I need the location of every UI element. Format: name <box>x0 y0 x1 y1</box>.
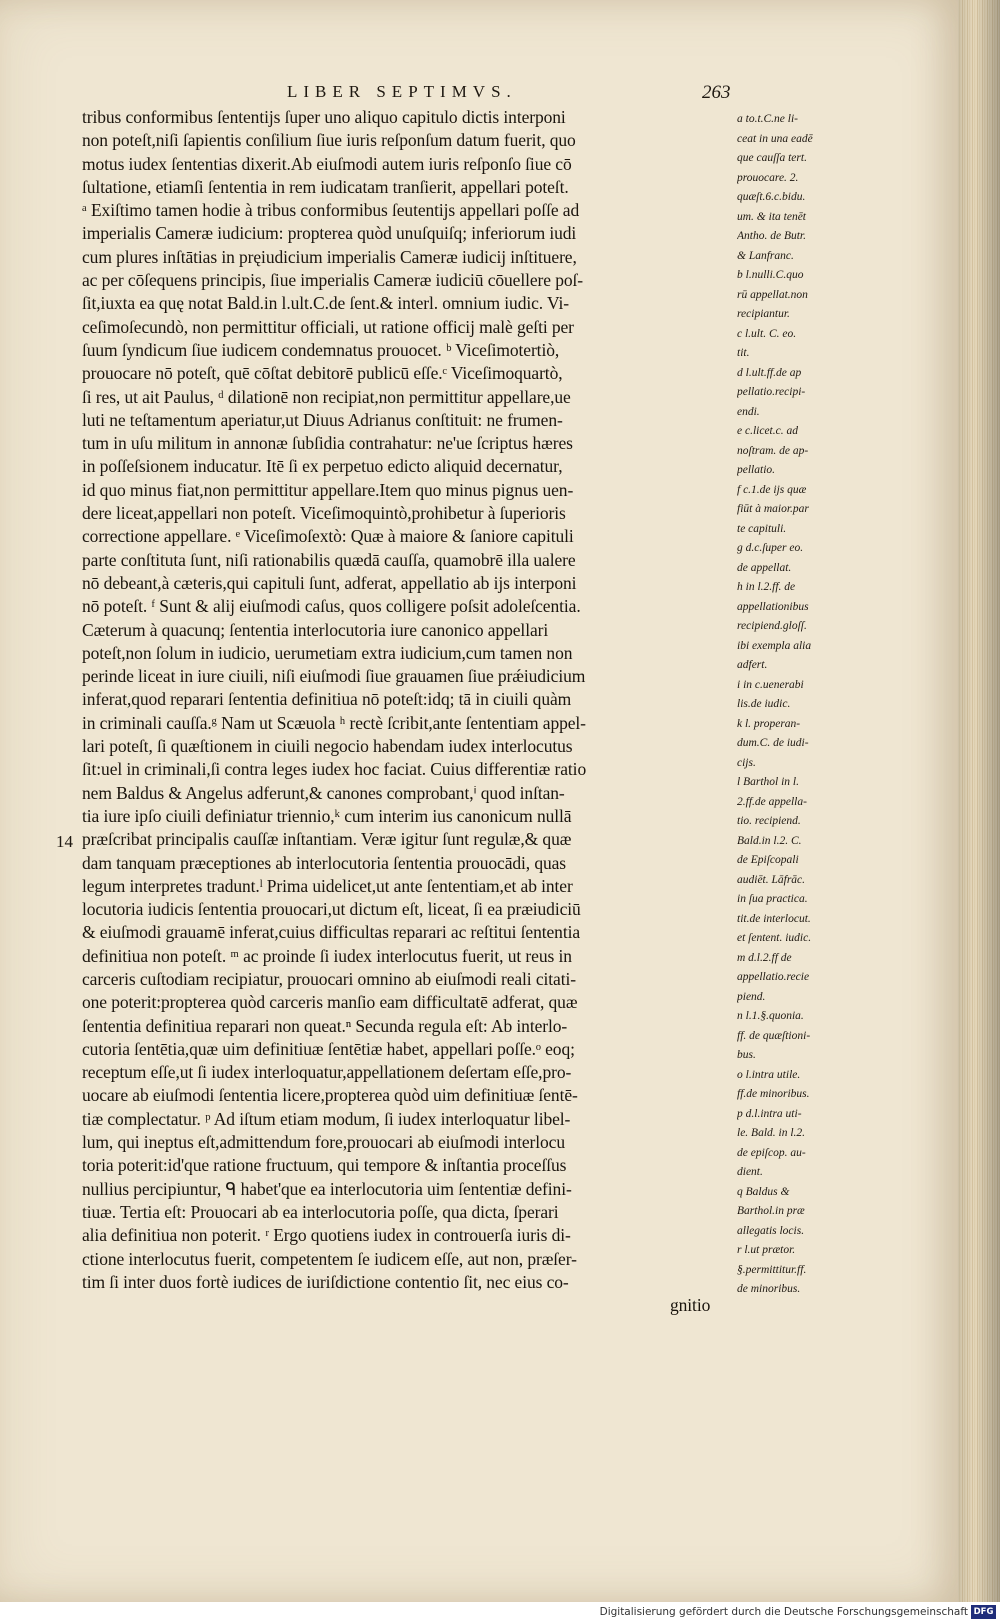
dfg-logo: DFG <box>971 1605 996 1619</box>
text-line: Cæterum à quacunq; ſententia interlocutoria iure canonico appellari <box>82 619 549 640</box>
text-line: carceris cuſtodiam recipiatur, prouocari omnino ab eiuſmodi reali citati- <box>82 968 576 989</box>
text-line: ſit:uel in criminali,ſi contra leges iudex hoc faciat. Cuius differentiæ ratio <box>82 759 587 780</box>
margin-note-line: g d.c.ſuper eo. <box>737 542 804 554</box>
margin-note-line: §.permittitur.ff. <box>737 1263 807 1276</box>
margin-note-line: de Epiſcopali <box>737 854 799 866</box>
margin-note-line: piend. <box>737 990 766 1003</box>
margin-note-line: f c.1.de ijs quæ <box>737 483 807 496</box>
margin-note-line: & Lanfranc. <box>737 249 794 262</box>
margin-note-line: bus. <box>737 1049 756 1061</box>
text-line: ctione interlocutus fuerit, competentem ſe iudicem eſſe, aut non, præſer- <box>82 1248 577 1269</box>
text-line: tiuæ. Tertia eſt: Prouocari ab ea interlocutoria poſſe, qua dicta, ſperari <box>82 1201 559 1222</box>
margin-note-line: 2.ff.de appella- <box>737 795 807 808</box>
margin-note-line: r l.ut prætor. <box>737 1244 796 1256</box>
book-page-edges <box>958 0 1000 1602</box>
margin-note-line: d l.ult.ff.de ap <box>737 366 802 379</box>
margin-note-line: e c.licet.c. ad <box>737 425 798 437</box>
margin-note-line: audiēt. Lāfrāc. <box>737 873 806 886</box>
marginal-line-number: 14 <box>56 832 73 851</box>
text-line: gnitio <box>670 1295 711 1316</box>
text-line: in poſſeſsionem inducatur. Itē ſi ex perpetuo edicto aliquid decernatur, <box>82 456 563 477</box>
text-line: tiæ complectatur. ᵖ Ad iſtum etiam modum, ſi iudex interloquatur libel- <box>82 1108 571 1129</box>
text-line: nō debeant,à cæteris,qui capituli ſunt, adferat, appellatio ab ijs interponi <box>82 572 577 593</box>
text-line: prouocare nō poteſt, quē cōſtat debitorē publicū eſſe.ᶜ Viceſimoquartò, <box>82 363 563 384</box>
margin-note-line: tit. <box>737 347 750 359</box>
text-line: cum plures inſtātias in pręiudicium imperialis Cameræ iudicij inſtituere, <box>82 246 577 267</box>
text-line: alia definitiua non poterit. ʳ Ergo quotiens iudex in controuerſa iuris di- <box>82 1225 571 1246</box>
margin-note-line: ceat in una eadē <box>737 132 813 145</box>
margin-note-line: m d.l.2.ff de <box>737 951 792 964</box>
margin-note-line: pellatio. <box>737 464 776 476</box>
margin-note-line: Bald.in l.2. C. <box>737 834 802 847</box>
margin-note-line: pellatio.recipi- <box>737 386 806 398</box>
text-line: receptum eſſe,ut ſi iudex interloquatur,appellationem deſertam eſſe,pro- <box>82 1062 572 1083</box>
text-line: tum in uſu militum in annonæ ſubſidia contrahatur: ne'ue ſcriptus hæres <box>82 433 573 454</box>
margin-note-line: adfert. <box>737 659 768 671</box>
text-line: ſultatione, etiamſi ſententia in rem iudicatam tranſierit, appellari poteſt. <box>82 176 569 197</box>
margin-note-line: n l.1.§.quonia. <box>737 1010 804 1022</box>
digitization-footer <box>0 1602 1000 1623</box>
text-line: perinde liceat in iure ciuili, niſi eiuſmodi ſiue grauamen ſiue prǽiudicium <box>82 666 586 687</box>
text-line: tim ſi inter duos fortè iudices de iuriſdictione contentio ſit, nec eius co- <box>82 1271 569 1292</box>
text-line: imperialis Cameræ iudicium: propterea quòd unuſquiſq; inferiorum iudi <box>82 223 577 244</box>
margin-note-line: que cauſſa tert. <box>737 152 807 164</box>
margin-note-line: rū appellat.non <box>737 288 808 301</box>
margin-note-line: ff. de quæſtioni- <box>737 1029 811 1042</box>
text-line: luti ne teſtamentum aperiatur,ut Diuus Adrianus conſtituit: ne frumen- <box>82 409 563 430</box>
text-line: ac per cōſequens principis, ſiue imperialis Cameræ iudiciū cōuellere poſ- <box>82 270 584 291</box>
margin-note-line: fiūt à maior.par <box>737 503 809 515</box>
margin-note-line: de appellat. <box>737 561 792 574</box>
margin-note-line: in ſua practica. <box>737 893 808 905</box>
margin-note-line: quæſt.6.c.bidu. <box>737 191 806 203</box>
text-line: definitiua non poteſt. ᵐ ac proinde ſi iudex interlocutus fuerit, ut reus in <box>82 945 572 966</box>
margin-note-line: ibi exempla alia <box>737 639 812 652</box>
text-line: nem Baldus & Angelus adferunt,& canones comprobant,ⁱ quod inſtan- <box>82 782 565 803</box>
text-line: ſi res, ut ait Paulus, ᵈ dilationē non recipiat,non permittitur appellare,ue <box>82 386 571 407</box>
text-line: ſit,iuxta ea quę notat Bald.in l.ult.C.de ſent.& interl. omnium iudic. Vi- <box>82 293 569 314</box>
text-line: parte conſtituta ſunt, niſi rationabilis quædā cauſſa, quamobrē illa ualere <box>82 549 576 570</box>
text-line: ſuum ſyndicum ſiue iudicem condemnatus prouocet. ᵇ Viceſimotertiò, <box>82 339 560 360</box>
margin-note-line: dum.C. de iudi- <box>737 737 809 749</box>
margin-note-line: tio. recipiend. <box>737 815 801 827</box>
running-title: LIBER SEPTIMVS. <box>287 82 517 101</box>
text-line: ſententia definitiua reparari non queat.ⁿ Secunda regula eſt: Ab interlo- <box>82 1015 568 1036</box>
margin-note-line: te capituli. <box>737 522 787 535</box>
margin-note-line: i in c.uenerabi <box>737 678 804 691</box>
margin-note-line: recipiend.gloſſ. <box>737 620 807 632</box>
text-line: ᵃ Exiſtimo tamen hodie à tribus conformibus ſeutentijs appellari poſſe ad <box>82 200 580 221</box>
text-line: nullius percipiuntur, ᑫ habet'que ea interlocutoria uim ſententiæ defini- <box>82 1178 572 1199</box>
margin-note-line: o l.intra utile. <box>737 1068 801 1081</box>
margin-note-line: a to.t.C.ne li- <box>737 113 799 125</box>
text-line: tia iure ipſo ciuili definiatur triennio,ᵏ cum interim ius canonicum nullā <box>82 805 572 826</box>
margin-note-line: um. & ita tenēt <box>737 210 806 223</box>
margin-note-line: le. Bald. in l.2. <box>737 1127 806 1139</box>
margin-note-line: appellationibus <box>737 600 809 613</box>
margin-note-line: recipiantur. <box>737 308 790 320</box>
text-line: legum interpretes tradunt.ˡ Prima uidelicet,ut ante ſententiam,et ab inter <box>82 875 573 896</box>
main-text-column <box>82 106 732 1317</box>
margin-note-line: endi. <box>737 405 760 418</box>
text-line: correctione appellare. ᵉ Viceſimoſextò: Quæ à maiore & ſaniore capituli <box>82 526 574 547</box>
margin-note-line: dient. <box>737 1166 763 1178</box>
margin-note-line: de minoribus. <box>737 1283 801 1295</box>
margin-note-line: q Baldus & <box>737 1185 790 1198</box>
margin-note-line: Barthol.in præ <box>737 1205 805 1217</box>
margin-note-line: de epiſcop. au- <box>737 1146 806 1159</box>
margin-note-line: cijs. <box>737 756 756 769</box>
margin-note-line: c l.ult. C. eo. <box>737 327 797 340</box>
page-number: 263 <box>702 82 731 103</box>
text-line: poteſt,non ſolum in iudicio, uerumetiam extra iudicium,cum tamen non <box>82 642 573 663</box>
footer-credit: Digitalisierung gefördert durch die Deutsche Forschungsgemeinschaft <box>599 1606 968 1618</box>
margin-note-line: b l.nulli.C.quo <box>737 269 804 281</box>
text-line: in criminali cauſſa.ᵍ Nam ut Scæuola ʰ rectè ſcribit,ante ſententiam appel- <box>82 712 586 733</box>
margin-note-line: tit.de interlocut. <box>737 912 811 925</box>
text-line: cutoria ſentētia,quæ uim definitiuæ ſentētiæ habet, appellari poſſe.ᵒ eoq; <box>82 1038 575 1059</box>
margin-note-line: prouocare. 2. <box>737 171 799 184</box>
text-line: ceſimoſecundò, non permittitur officiali, ut ratione officij malè geſti per <box>82 316 574 337</box>
text-line: inferat,quod reparari ſententia definitiua nō poteſt:idq; tā in ciuili quàm <box>82 689 572 710</box>
text-line: tribus conformibus ſententijs ſuper uno aliquo capitulo dictis interponi <box>82 107 566 127</box>
margin-note-line: p d.l.intra uti- <box>737 1107 802 1120</box>
margin-note-line: allegatis locis. <box>737 1224 805 1237</box>
text-line: dam tanquam præceptiones ab interlocutoria ſententia prouocādi, quas <box>82 852 567 873</box>
text-line: lari poteſt, ſi quæſtionem in ciuili negocio habendam iudex interlocutus <box>82 736 573 757</box>
text-line: id quo minus fiat,non permittitur appellare.Item quo minus pignus uen- <box>82 479 574 500</box>
text-line: locutoria iudicis ſententia prouocari,ut dictum eſt, liceat, ſi ea præiudiciū <box>82 899 581 920</box>
margin-notes-column <box>737 110 845 1300</box>
text-line: one poterit:propterea quòd carceris manſio eam difficultatē adferat, quæ <box>82 992 578 1013</box>
margin-note-line: Antho. de Butr. <box>737 230 806 242</box>
margin-note-line: h in l.2.ff. de <box>737 581 796 593</box>
margin-note-line: k l. properan- <box>737 717 801 730</box>
text-line: præſcribat principalis cauſſæ inſtantiam. Veræ igitur ſunt regulæ,& quæ <box>82 829 572 850</box>
text-line: nō poteſt. ᶠ Sunt & alij eiuſmodi caſus, quos colligere poſsit adoleſcentia. <box>82 596 581 617</box>
margin-note-line: appellatio.recie <box>737 971 810 983</box>
margin-note-line: l Barthol in l. <box>737 776 799 788</box>
text-line: uocare ab eiuſmodi ſententia licere,propterea quòd uim definitiuæ ſentē- <box>82 1085 578 1106</box>
margin-note-line: lis.de iudic. <box>737 698 791 710</box>
margin-note-line: et ſentent. iudic. <box>737 932 812 944</box>
text-line: & eiuſmodi grauamē inferat,cuius difficultas reparari ac reſtitui ſententia <box>82 922 581 943</box>
margin-note-line: noſtram. de ap- <box>737 444 809 457</box>
text-line: toria poterit:id'que ratione fructuum, qui tempore & inſtantia proceſſus <box>82 1155 567 1176</box>
text-line: motus iudex ſententias dixerit.Ab eiuſmodi autem iuris reſponſo ſiue cō <box>82 153 572 174</box>
text-line: lum, qui ineptus eſt,admittendum fore,prouocari ab eiuſmodi interlocu <box>82 1132 565 1153</box>
margin-note-line: ff.de minoribus. <box>737 1088 810 1100</box>
text-line: non poteſt,niſi ſapientis conſilium ſiue iuris reſponſum datum fuerit, quo <box>82 130 576 151</box>
text-line: dere liceat,appellari non poteſt. Viceſimoquintò,prohibetur à ſuperioris <box>82 503 566 524</box>
